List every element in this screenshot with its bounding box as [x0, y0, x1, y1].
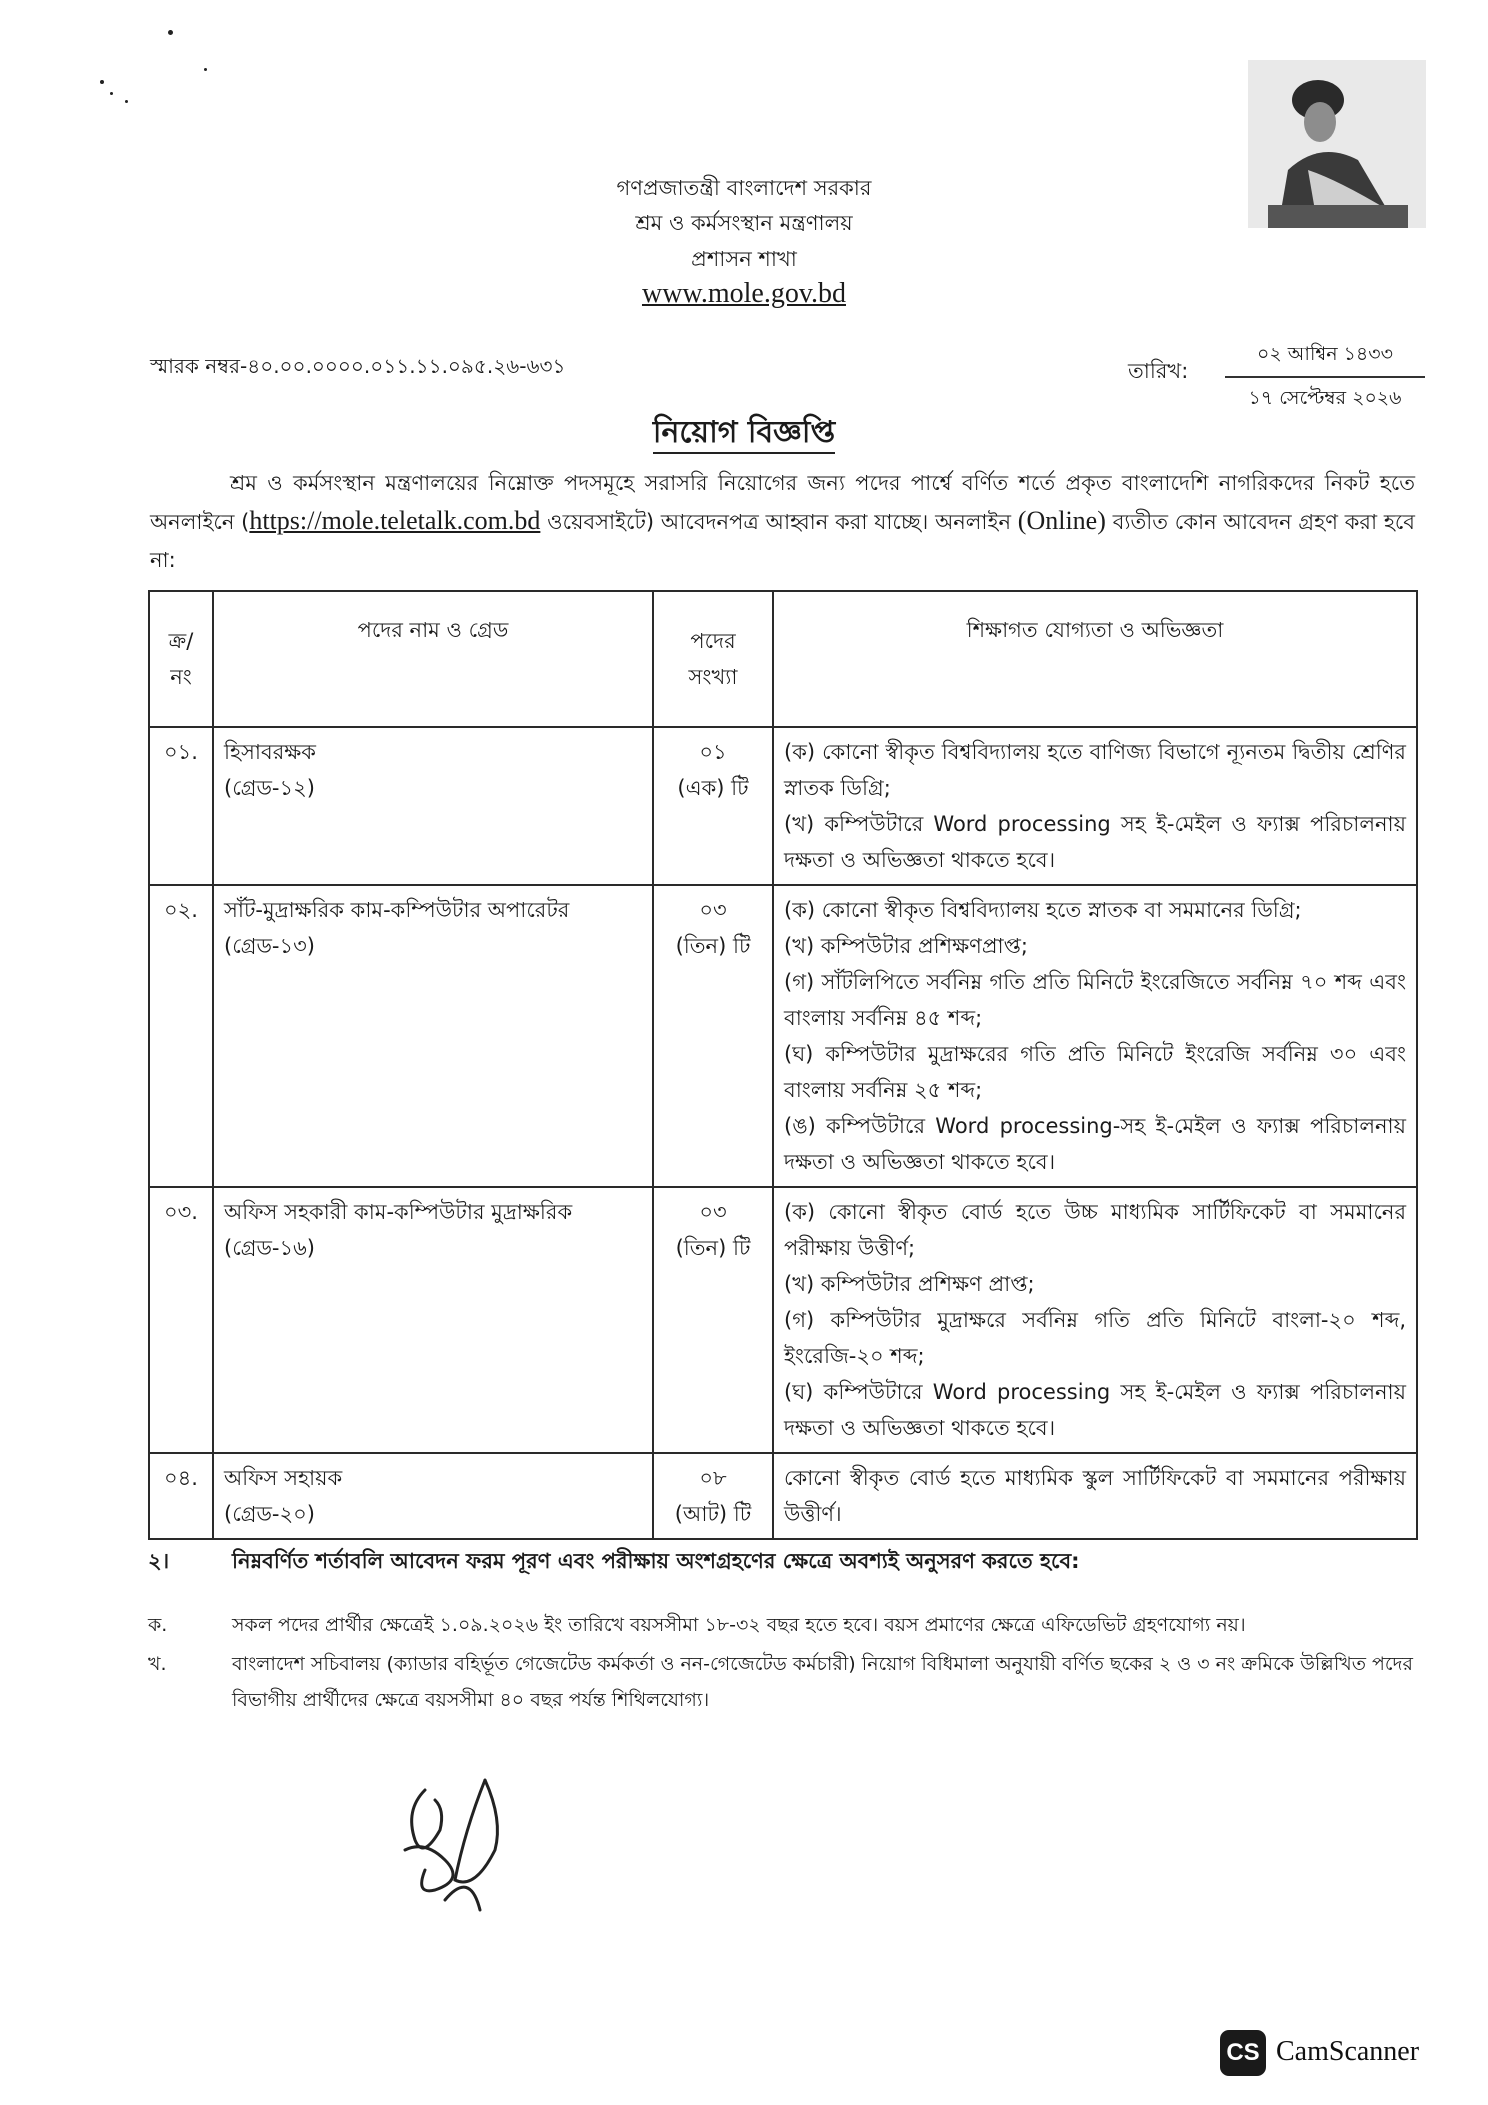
row-qualification [773, 885, 1417, 1187]
scan-speck [125, 100, 128, 103]
post-name: সাঁট-মুদ্রাক্ষরিক কাম-কম্পিউটার অপারেটর [224, 898, 570, 922]
notice-title-text: নিয়োগ বিজ্ঞপ্তি [653, 415, 835, 454]
posts-table [148, 590, 1418, 1540]
row-post-count [653, 727, 773, 885]
condition-item [148, 1607, 1418, 1647]
post-count: ০৮ [699, 1466, 727, 1490]
qualification-line: (ক) কোনো স্বীকৃত বোর্ড হতে উচ্চ মাধ্যমিক সার্টিফিকেট বা সমমানের পরীক্ষায় উত্তীর্ণ; [784, 1200, 1406, 1260]
post-count-word: (এক) টি [677, 776, 749, 800]
condition-text: সকল পদের প্রার্থীর ক্ষেত্রেই ১.০৯.২০২৬ ইং তারিখে বয়সসীমা ১৮-৩২ বছর হতে হবে। বয়স প্রমাণের ক্ষেত্রে এফিডেভিট গ্রহণযোগ্য নয়। [232, 1614, 1246, 1636]
row-post-count [653, 1453, 773, 1539]
date-english: ১৭ সেপ্টেম্বর ২০২৬ [1248, 387, 1402, 409]
conditions-number: ২। [148, 1549, 170, 1573]
post-name: হিসাবরক্ষক [224, 740, 316, 764]
qualification-line: (ঘ) কম্পিউটার মুদ্রাক্ষরের গতি প্রতি মিনিটে ইংরেজি সর্বনিম্ন ৩০ এবং বাংলায় সর্বনিম্ন ২৫ শব্দ; [784, 1042, 1406, 1102]
post-count-word: (তিন) টি [675, 1236, 751, 1260]
qualification-line: কোনো স্বীকৃত বোর্ড হতে মাধ্যমিক স্কুল সার্টিফিকেট বা সমমানের পরীক্ষায় উত্তীর্ণ। [784, 1466, 1406, 1526]
header-post-name: পদের নাম ও গ্রেড [213, 591, 653, 727]
post-name: অফিস সহকারী কাম-কম্পিউটার মুদ্রাক্ষরিক [224, 1200, 573, 1224]
signature [385, 1770, 525, 1920]
post-count-word: (আট) টি [674, 1502, 752, 1526]
row-qualification [773, 1453, 1417, 1539]
conditions-heading [148, 1545, 1080, 1580]
row-post-name [213, 885, 653, 1187]
row-serial: ০২. [149, 885, 213, 1187]
row-serial: ০৪. [149, 1453, 213, 1539]
date-bangla: ০২ আশ্বিন ১৪৩৩ [1225, 340, 1425, 378]
condition-text: বাংলাদেশ সচিবালয় (ক্যাডার বহির্ভূত গেজেটেড কর্মকর্তা ও নন-গেজেটেড কর্মচারী) নিয়োগ বিধিমালা অনুযায়ী বর্ণিত ছকের ২ ও ৩ নং ক্রমিকে উল্লিখিত পদের বিভাগীয় প্রার্থীদের ক্ষেত্রে বয়সসীমা ৪০ বছর পর্যন্ত শিথিলযোগ্য। [232, 1653, 1413, 1711]
header-ministry: শ্রম ও কর্মসংস্থান মন্ত্রণালয় [635, 211, 853, 235]
qualification-line: (ঙ) কম্পিউটারে Word processing-সহ ই-মেইল ও ফ্যাক্স পরিচালনায় দক্ষতা ও অভিজ্ঞতা থাকতে হবে। [784, 1114, 1406, 1174]
table-row [149, 1187, 1417, 1453]
table-row [149, 727, 1417, 885]
table-row [149, 1453, 1417, 1539]
row-serial: ০১. [149, 727, 213, 885]
date-box [1225, 340, 1425, 416]
row-post-count [653, 1187, 773, 1453]
row-post-name [213, 1187, 653, 1453]
table-header-row [149, 591, 1417, 727]
header-section: প্রশাসন শাখা [691, 247, 797, 271]
row-qualification [773, 1187, 1417, 1453]
qualification-line: (ক) কোনো স্বীকৃত বিশ্ববিদ্যালয় হতে বাণিজ্য বিভাগে ন্যূনতম দ্বিতীয় শ্রেণির স্নাতক ডিগ্রি; [784, 740, 1406, 800]
condition-label: ক. [148, 1614, 168, 1636]
header-serial: ক্র/ নং [149, 591, 213, 727]
table-row [149, 885, 1417, 1187]
post-grade: (গ্রেড-১৬) [224, 1236, 315, 1260]
row-post-count [653, 885, 773, 1187]
date-label: তারিখ: [1128, 359, 1189, 383]
post-grade: (গ্রেড-২০) [224, 1502, 315, 1526]
row-serial: ০৩. [149, 1187, 213, 1453]
post-grade: (গ্রেড-১৩) [224, 934, 315, 958]
header-government: গণপ্রজাতন্ত্রী বাংলাদেশ সরকার [616, 176, 872, 200]
qualification-line: (খ) কম্পিউটার প্রশিক্ষণপ্রাপ্ত; [784, 934, 1028, 958]
scan-speck [168, 30, 173, 35]
header-qualification: শিক্ষাগত যোগ্যতা ও অভিজ্ঞতা [773, 591, 1417, 727]
condition-label: খ. [148, 1653, 167, 1675]
qualification-line: (খ) কম্পিউটারে Word processing সহ ই-মেইল ও ফ্যাক্স পরিচালনায় দক্ষতা ও অভিজ্ঞতা থাকতে হবে। [784, 812, 1406, 872]
intro-paragraph [150, 464, 1415, 579]
row-post-name [213, 1453, 653, 1539]
qualification-line: (ক) কোনো স্বীকৃত বিশ্ববিদ্যালয় হতে স্নাতক বা সমমানের ডিগ্রি; [784, 898, 1302, 922]
condition-item [148, 1646, 1418, 1726]
conditions-heading-text: নিম্নবর্ণিত শর্তাবলি আবেদন ফরম পূরণ এবং পরীক্ষায় অংশগ্রহণের ক্ষেত্রে অবশ্যই অনুসরণ করতে হবে: [232, 1549, 1080, 1573]
website-link[interactable]: www.mole.gov.bd [641, 278, 846, 309]
row-post-name [213, 727, 653, 885]
header-post-count: পদের সংখ্যা [653, 591, 773, 727]
qualification-line: (খ) কম্পিউটার প্রশিক্ষণ প্রাপ্ত; [784, 1272, 1035, 1296]
intro-text-3: ব্যতীত কোন আবেদন গ্রহণ করা হবে না: [150, 510, 1415, 572]
post-count: ০৩ [699, 1200, 727, 1224]
intro-online: (Online) [1017, 506, 1106, 535]
application-url-link[interactable]: https://mole.teletalk.com.bd [249, 506, 541, 535]
post-count-word: (তিন) টি [675, 934, 751, 958]
qualification-line: (গ) সাঁটলিপিতে সর্বনিম্ন গতি প্রতি মিনিটে ইংরেজিতে সর্বনিম্ন ৭০ শব্দ এবং বাংলায় সর্বনিম্ন ৪৫ শব্দ; [784, 970, 1406, 1030]
post-name: অফিস সহায়ক [224, 1466, 343, 1490]
intro-text-2: ওয়েবসাইটে) আবেদনপত্র আহ্বান করা যাচ্ছে। অনলাইন [540, 510, 1018, 534]
qualification-line: (গ) কম্পিউটার মুদ্রাক্ষরে সর্বনিম্ন গতি প্রতি মিনিটে বাংলা-২০ শব্দ, ইংরেজি-২০ শব্দ; [784, 1308, 1406, 1368]
notice-title [0, 408, 1488, 459]
row-qualification [773, 727, 1417, 885]
qualification-line: (ঘ) কম্পিউটারে Word processing সহ ই-মেইল ও ফ্যাক্স পরিচালনায় দক্ষতা ও অভিজ্ঞতা থাকতে হবে। [784, 1380, 1406, 1440]
memo-number: স্মারক নম্বর-৪০.০০.০০০০.০১১.১১.০৯৫.২৬-৬৩১ [150, 354, 566, 378]
camscanner-name: CamScanner [1276, 2036, 1420, 2067]
post-count: ০৩ [699, 898, 727, 922]
camscanner-logo: CS [1220, 2030, 1266, 2076]
scan-speck [204, 68, 207, 71]
intro-text-1: শ্রম ও কর্মসংস্থান মন্ত্রণালয়ের নিম্নোক্ত পদসমূহে সরাসরি নিয়োগের জন্য পদের পার্শ্বে বর্ণিত শর্তে প্রকৃত বাংলাদেশি নাগরিকদের নিকট হতে অনলাইনে ( [150, 471, 1415, 534]
scan-speck [100, 80, 104, 84]
post-count: ০১ [699, 740, 727, 764]
post-grade: (গ্রেড-১২) [224, 776, 315, 800]
scan-speck [110, 92, 113, 95]
